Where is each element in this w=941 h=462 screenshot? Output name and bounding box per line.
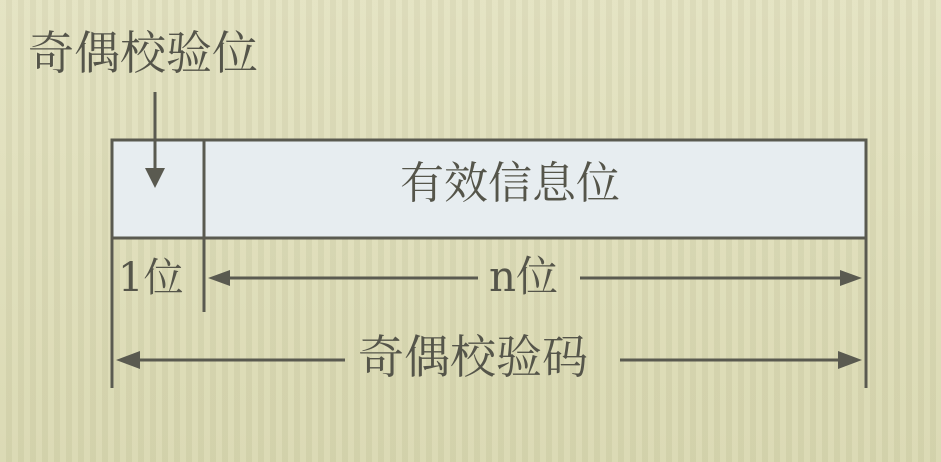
info-bits-label: 有效信息位 <box>400 158 620 209</box>
info-bits-width-label: n位 <box>489 252 559 301</box>
parity-code-label: 奇偶校验码 <box>358 330 588 384</box>
parity-bit-width-label: 1位 <box>118 255 184 301</box>
parity-bit-label: 奇偶校验位 <box>28 26 258 80</box>
